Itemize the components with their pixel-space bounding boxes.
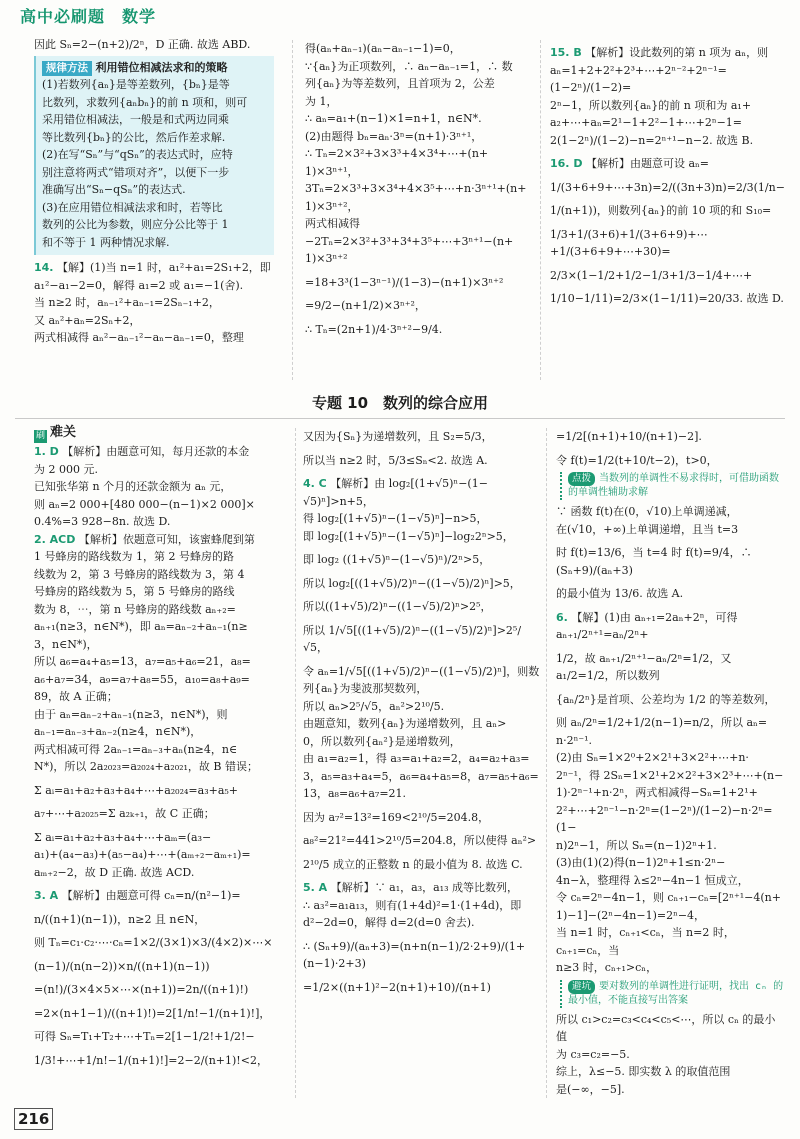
top-left-column	[34, 36, 274, 386]
text-line: 即 log₂[(1+√5)ⁿ−(1−√5)ⁿ]−log₂2ⁿ>5，	[303, 529, 514, 543]
text-line: 时 f(t)=13/6，当 t=4 时 f(t)=9/4，∴ (Sₙ+9)/(aₙ+3)	[556, 546, 752, 577]
text-line: 得 log₂[(1+√5)ⁿ−(1−√5)ⁿ]−n>5，	[303, 512, 488, 525]
text-line: n·2ⁿ⁻¹.	[556, 733, 593, 747]
text-line: 则 Tₙ=c₁·c₂·⋯·cₙ=1×2/(3×1)×3/(4×2)×⋯×	[34, 936, 273, 949]
text-line: 【解析】∵ a₁，a₃，a₁₃ 成等比数列，	[330, 881, 518, 894]
text-line: 又因为{Sₙ}为递增数列，且 S₂=5/3，	[303, 430, 493, 443]
text-line: 【解析】由题意可设 aₙ=	[585, 157, 709, 170]
question-number: 4. C	[303, 477, 327, 490]
pitfall-text: 要对数列的单调性进行证明，找出 cₙ 的最小值，不能直接写出答案	[568, 980, 784, 1006]
text-line: 0.4%=3 928−8n. 故选 D.	[34, 515, 171, 528]
text-line: =9/2−(n+1/2)×3ⁿ⁺²，	[305, 299, 426, 312]
text-line: 令 f(t)=1/2(t+10/t−2)，t>0，	[556, 453, 718, 467]
pitfall-note	[560, 980, 786, 1008]
text-line: a₇+⋯+a₂₀₂₅=Σ a₂ₖ₊₁，故 C 正确；	[34, 807, 215, 820]
text-line: a₂+⋯+aₙ=2¹−1+2²−1+⋯+2ⁿ−1=	[550, 116, 743, 129]
section-title: 专题 10 数列的综合应用	[311, 394, 489, 412]
question-number: 5. A	[303, 881, 328, 894]
text-line: Σ aᵢ=a₁+a₂+a₃+a₄+⋯+aₘ=(a₃−	[34, 830, 212, 844]
text-line: 所以 c₁>c₂=c₃<c₄<c₅<⋯，所以 cₙ 的最小值	[556, 1012, 776, 1043]
text-line: ∴ Tₙ=2×3²+3×3³+4×3⁴+⋯+(n+	[305, 147, 489, 160]
text-line: 令 aₙ=1/√5[((1+√5)/2)ⁿ−((1−√5)/2)ⁿ]，则数	[303, 664, 540, 678]
method-line: 等比数列{bₙ}的公比，然后作差求解.	[42, 130, 226, 144]
text-line: 1/2，故 aₙ₊₁/2ⁿ⁺¹−aₙ/2ⁿ=1/2，又 a₁/2=1/2，所以数列	[556, 651, 732, 682]
text-line: =1/2[(n+1)+10/(n+1)−2].	[556, 430, 702, 443]
text-line: 所以 aₙ>2⁵/√5，aₙ²>2¹⁰/5.	[303, 699, 445, 713]
text-line: 4n−λ，整理得 λ≤2ⁿ−4n−1 恒成立，	[556, 873, 749, 887]
text-line: 线数为 2，第 3 号蜂房的路线数为 3，第 4	[34, 567, 245, 581]
text-line: aₙ=1+2+2²+2³+⋯+2ⁿ⁻²+2ⁿ⁻¹=(1−2ⁿ)/(1−2)=	[550, 63, 727, 94]
column-divider	[546, 428, 547, 1098]
text-line: 所以 log₂[((1+√5)/2)ⁿ−((1−√5)/2)ⁿ]>5，	[303, 576, 521, 590]
page-number: 216	[14, 1108, 53, 1130]
text-line: a₁²−a₁−2=0，解得 a₁=2 或 a₁=−1(舍).	[34, 278, 244, 292]
tip-note	[560, 472, 786, 500]
text-line: n≥3 时，cₙ₊₁>cₙ，	[556, 961, 658, 974]
text-line: ∵{aₙ}为正项数列，∴ aₙ−aₙ₋₁=1，∴ 数	[305, 59, 513, 73]
method-line: 数列的公比为参数，则应分公比等于 1	[42, 218, 229, 231]
text-line: √5)ⁿ]>n+5，	[303, 494, 374, 508]
text-line: 由于 aₙ=aₙ₋₂+aₙ₋₁(n≥3，n∈N*)，则	[34, 707, 228, 721]
column-divider	[540, 40, 541, 380]
text-line: 因为 a₇²=13²=169<2¹⁰/5=204.8，	[303, 810, 490, 824]
hard-icon: 刷	[35, 431, 45, 441]
column-divider	[292, 40, 293, 380]
text-line: 综上，λ≤−5. 即实数 λ 的取值范围	[556, 1065, 731, 1078]
text-line: {aₙ/2ⁿ}是首项、公差均为 1/2 的等差数列，	[556, 692, 776, 706]
method-line: 采用错位相减法，一般是和式两边同乘	[42, 113, 229, 126]
text-line: 1)·2ⁿ⁻¹+n·2ⁿ，两式相减得−Sₙ=1+2¹+	[556, 786, 758, 799]
question-number: 1. D	[34, 445, 59, 458]
text-line: 即 log₂ ((1+√5)ⁿ−(1−√5)ⁿ)/2ⁿ>5，	[303, 553, 491, 566]
text-line: =1/2×((n+1)²−2(n+1)+10)/(n+1)	[303, 980, 491, 994]
text-line: 为 c₃=c₂=−5.	[556, 1047, 630, 1061]
method-title: 利用错位相减法求和的策略	[95, 60, 228, 74]
question-number: 14.	[34, 261, 54, 274]
text-line: n)2ⁿ−1，所以 Sₙ=(n−1)2ⁿ+1.	[556, 838, 717, 852]
column-divider	[295, 428, 296, 1098]
text-line: 得(aₙ+aₙ₋₁)(aₙ−aₙ₋₁−1)=0，	[305, 42, 461, 55]
text-line: 所以当 n≥2 时，5/3≤Sₙ<2. 故选 A.	[303, 453, 488, 467]
text-line: 当 n=1 时，cₙ₊₁<cₙ，当 n=2 时，cₙ₊₁=cₙ，当	[556, 926, 735, 957]
question-number: 16. D	[550, 157, 583, 170]
text-line: 0，所以数列{aₙ²}是递增数列，	[303, 734, 461, 748]
text-line: 2ⁿ−1，所以数列{aₙ}的前 n 项和为 a₁+	[550, 98, 752, 112]
text-line: 2/3×(1−1/2+1/2−1/3+1/3−1/4+⋯+	[550, 268, 753, 282]
text-line: 【解】(1)当 n=1 时，a₁²+a₁=2S₁+2，即	[57, 261, 271, 274]
text-line: 1 号蜂房的路线数为 1，第 2 号蜂房的路	[34, 550, 234, 563]
text-line: 2¹⁰/5 成立的正整数 n 的最小值为 8. 故选 C.	[303, 857, 523, 871]
text-line: ∴ Tₙ=(2n+1)/4·3ⁿ⁺²−9/4.	[305, 322, 443, 336]
bottom-mid-column	[303, 428, 540, 1108]
text-line: 是(−∞，−5].	[556, 1082, 625, 1096]
text-line: 1/10−1/11)=2/3×(1−1/11)=20/33. 故选 D.	[550, 292, 784, 305]
method-line: 准确写出“Sₙ−qSₙ”的表达式.	[42, 183, 186, 196]
text-line: 【解析】设此数列的第 n 项为 aₙ，则	[585, 46, 769, 59]
text-line: 又 aₙ²+aₙ=2Sₙ+2，	[34, 313, 141, 327]
text-line: 两式相减得 aₙ²−aₙ₋₁²−aₙ−aₙ₋₁=0，整理	[34, 331, 244, 344]
text-line: 两式相减得	[305, 217, 360, 230]
text-line: 1)−1]−(2ⁿ−4n−1)=2ⁿ−4，	[556, 908, 706, 922]
text-line: 当 n≥2 时，aₙ₋₁²+aₙ₋₁=2Sₙ₋₁+2，	[34, 296, 220, 309]
text-line: 3，n∈N*)，	[34, 637, 98, 651]
method-line: (1)若数列{aₙ}是等差数列，{bₙ}是等	[42, 78, 230, 91]
method-line: 和不等于 1 两种情况求解.	[42, 235, 170, 249]
text-line: 两式相减可得 2aₙ₋₁=aₙ₋₃+aₙ(n≥4，n∈	[34, 742, 238, 756]
text-line: 则 aₙ=2 000+[480 000−(n−1)×2 000]×	[34, 497, 255, 511]
text-line: 由 a₁=a₂=1，得 a₃=a₁+a₂=2，a₄=a₂+a₃=	[303, 752, 530, 765]
top-right-column	[550, 44, 785, 394]
text-line: n/((n+1)(n−1))，n≥2 且 n∈N，	[34, 912, 206, 926]
method-line: (2)在写“Sₙ”与“qSₙ”的表达式时，应特	[42, 148, 233, 161]
text-line: ∵ 函数 f(t)在(0，√10)上单调递减，	[556, 505, 738, 518]
text-line: 【解析】由题意可得 cₙ=n/(n²−1)=	[61, 889, 241, 902]
text-line: 1)×3ⁿ⁺²	[305, 252, 348, 265]
text-line: a₆+a₇=34，a₉=a₇+a₈=55，a₁₀=a₈+a₉=	[34, 672, 250, 686]
question-number: 6.	[556, 610, 568, 624]
text-line: 列{aₙ}为等差数列，且首项为 2，公差	[305, 77, 495, 90]
header-title: 高中必刷题 数学	[20, 7, 157, 26]
text-line: a₁)+(a₄−a₃)+(a₅−a₄)+⋯+(aₘ₊₂−aₘ₊₁)=	[34, 848, 251, 861]
text-line: 已知张华第 n 个月的还款金额为 aₙ 元，	[34, 480, 232, 493]
text-line: 【解析】由题意可知，每月还款的本金	[62, 445, 250, 458]
text-line: 在(√10，+∞)上单调递增，且当 t=3	[556, 522, 739, 536]
text-line: 1/3+1/(3+6)+1/(3+6+9)+⋯+1/(3+6+9+⋯+30)=	[550, 227, 708, 258]
text-line: 2(1−2ⁿ)/(1−2)−n=2ⁿ⁺¹−n−2. 故选 B.	[550, 133, 754, 147]
text-line: aₘ₊₂−2，故 D 正确. 故选 ACD.	[34, 865, 195, 879]
text-line: 数为 8，⋯，第 n 号蜂房的路线数 aₙ₊₂=	[34, 602, 236, 616]
text-line: d²−2d=0，解得 d=2(d=0 舍去).	[303, 916, 475, 929]
text-line: 1)×3ⁿ⁺¹，	[305, 164, 359, 178]
text-line: 3Tₙ=2×3³+3×3⁴+4×3⁵+⋯+n·3ⁿ⁺¹+(n+	[305, 182, 527, 195]
text-line: 2ⁿ⁻¹，得 2Sₙ=1×2¹+2×2²+3×2³+⋯+(n−	[556, 768, 784, 782]
tip-tag: 点拨	[568, 472, 595, 486]
text-line: aₙ₊₁(n≥3，n∈N*)，即 aₙ=aₙ₋₂+aₙ₋₁(n≥	[34, 620, 248, 633]
text-line: 1/(3+6+9+⋯+3n)=2/((3n+3)n)=2/3(1/n−	[550, 180, 785, 194]
text-line: 所以((1+√5)/2)ⁿ−((1−√5)/2)ⁿ>2⁵，	[303, 600, 492, 613]
question-number: 15. B	[550, 46, 582, 59]
text-line: 所以 a₆=a₄+a₅=13，a₇=a₅+a₆=21，a₈=	[34, 655, 251, 668]
method-tag: 规律方法	[42, 61, 92, 76]
text-line: =18+3³(1−3ⁿ⁻¹)/(1−3)−(n+1)×3ⁿ⁺²	[305, 275, 504, 289]
text-line: 号蜂房的路线数为 5，第 5 号蜂房的路线	[34, 585, 235, 598]
text-line: (n−1)/(n(n−2))×n/((n+1)(n−1))	[34, 959, 210, 973]
bottom-right-column	[556, 428, 786, 1108]
text-line: 由题意知，数列{aₙ}为递增数列，且 aₙ>	[303, 717, 507, 730]
text-line: 2²+⋯+2ⁿ⁻¹−n·2ⁿ=(1−2ⁿ)/(1−2)−n·2ⁿ=(1−	[556, 803, 773, 834]
text-line: ∴ (Sₙ+9)/(aₙ+3)=(n+n(n−1)/2·2+9)/(1+(n−1)·2+3)	[303, 939, 526, 970]
section-divider	[15, 418, 785, 419]
method-box	[34, 56, 274, 256]
text-line: a₈²=21²=441>2¹⁰/5=204.8，所以使得 aₙ²>	[303, 834, 537, 847]
question-number: 3. A	[34, 889, 59, 902]
text-line: (2)由题得 bₙ=aₙ·3ⁿ=(n+1)·3ⁿ⁺¹，	[305, 129, 483, 143]
text-line: 89，故 A 正确；	[34, 690, 118, 703]
text-line: 【解】(1)由 aₙ₊₁=2aₙ+2ⁿ，可得 aₙ₊₁/2ⁿ⁺¹=aₙ/2ⁿ+	[556, 610, 738, 641]
text-line: 因此 Sₙ=2−(n+2)/2ⁿ，D 正确. 故选 ABD.	[34, 38, 251, 51]
text-line: −2Tₙ=2×3²+3³+3⁴+3⁵+⋯+3ⁿ⁺¹−(n+	[305, 234, 514, 248]
text-line: 1)×3ⁿ⁺²，	[305, 199, 359, 213]
text-line: 则 aₙ/2ⁿ=1/2+1/2(n−1)=n/2，所以 aₙ=	[556, 716, 768, 729]
text-line: 1/3!+⋯+1/n!−1/(n+1)!]=2−2/(n+1)!<2，	[34, 1053, 268, 1067]
text-line: 可得 Sₙ=T₁+T₂+⋯+Tₙ=2[1−1/2!+1/2!−	[34, 1030, 255, 1043]
text-line: =(n!)/(3×4×5×⋯×(n+1))=2n/((n+1)!)	[34, 983, 249, 996]
text-line: 3，a₅=a₃+a₄=5，a₆=a₄+a₅=8，a₇=a₅+a₆=	[303, 769, 539, 783]
hard-label: 难关	[50, 425, 77, 440]
text-line: 【解析】由 log₂[(1+√5)ⁿ−(1−	[330, 477, 488, 490]
question-number: 2. ACD	[34, 532, 76, 546]
top-mid-column	[305, 40, 530, 390]
text-line: aₙ₋₁=aₙ₋₃+aₙ₋₂(n≥4，n∈N*)，	[34, 725, 202, 738]
text-line: ∴ a₃²=a₁a₁₃，则有(1+4d)²=1·(1+4d)，即	[303, 898, 522, 912]
text-line: 为 2 000 元.	[34, 462, 98, 476]
method-line: (3)在应用错位相减法求和时，若等比	[42, 200, 223, 214]
text-line: 【解析】依题意可知，该蜜蜂爬到第	[78, 532, 255, 546]
text-line: 为 1，	[305, 94, 338, 108]
text-line: Σ aᵢ=a₁+a₂+a₃+a₄+⋯+a₂₀₂₄=a₃+a₅+	[34, 783, 238, 797]
text-line: 令 cₙ=2ⁿ−4n−1，则 cₙ₊₁−cₙ=[2ⁿ⁺¹−4(n+	[556, 891, 781, 904]
text-line: ∴ aₙ=a₁+(n−1)×1=n+1，n∈N*.	[305, 112, 482, 125]
text-line: 的最小值为 13/6. 故选 A.	[556, 587, 684, 600]
text-line: 13，a₈=a₆+a₇=21.	[303, 787, 407, 800]
text-line: 所以 1/√5[((1+√5)/2)ⁿ−((1−√5)/2)ⁿ]>2⁵/√5，	[303, 623, 522, 654]
method-line: 比数列，求数列{aₙbₙ}的前 n 项和，则可	[42, 95, 248, 109]
text-line: 1/(n+1))，则数列{aₙ}的前 10 项的和 S₁₀=	[550, 204, 772, 217]
text-line: (3)由(1)(2)得(n−1)2ⁿ+1≤n·2ⁿ−	[556, 856, 726, 869]
bottom-left-column	[34, 424, 284, 1104]
text-line: 列{aₙ}为斐波那契数列，	[303, 682, 428, 695]
text-line: (2)由 Sₙ=1×2⁰+2×2¹+3×2²+⋯+n·	[556, 751, 749, 764]
text-line: =2×(n+1−1)/((n+1)!)=2[1/n!−1/(n+1)!]，	[34, 1006, 271, 1020]
tip-text: 当数列的单调性不易求得时，可借助函数的单调性辅助求解	[568, 473, 780, 498]
pitfall-tag: 避坑	[568, 980, 595, 994]
method-line: 别注意将两式“错项对齐”，以便下一步	[42, 165, 230, 179]
text-line: N*)，所以 2a₂₀₂₃=a₂₀₂₄+a₂₀₂₁，故 B 错误；	[34, 760, 259, 773]
